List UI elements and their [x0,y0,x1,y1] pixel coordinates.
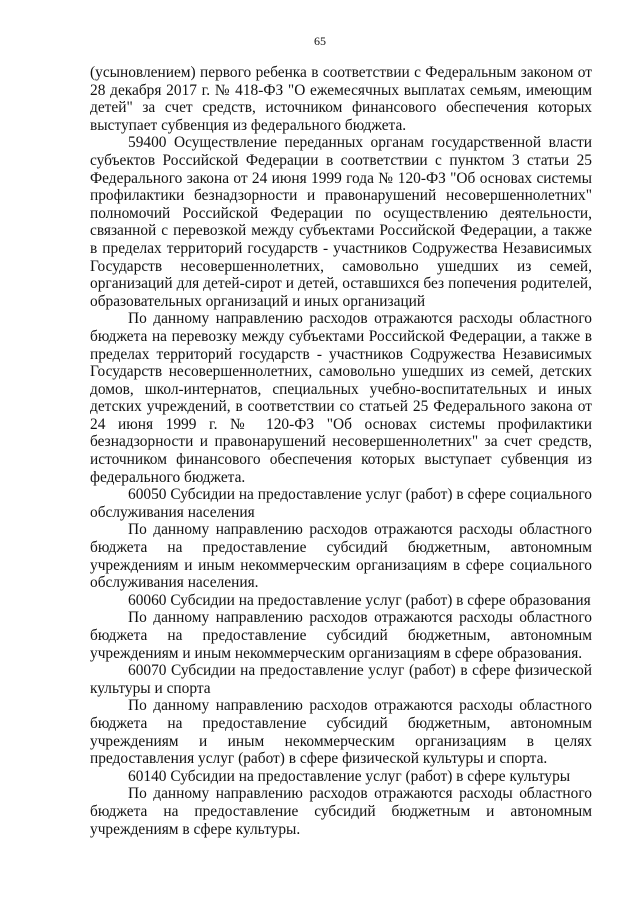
section-heading-60070: 60070 Субсидии на предоставление услуг (работ) в сфере физической культуры и спорта [90,662,592,697]
paragraph-59400-description: По данному направлению расходов отражаются расходы областного бюджета на перевозку между субъектами Российской Федерации, а также в пределах территорий государств - участников Содружества Независимых Государств несовершеннолетних, самовольно ушедших из семей, детских домов, школ-интернатов, специальных учебно-воспитательных и иных детских учреждений, в соответствии со статьей 25 Федерального закона от 24 июня 1999 г. № 120-ФЗ "Об основах системы профилактики безнадзорности и правонарушений несовершеннолетних" за счет средств, источником финансового обеспечения которых выступает субвенция из федерального бюджета. [90,310,592,486]
section-heading-59400: 59400 Осуществление переданных органам государственной власти субъектов Российской Федерации в соответствии с пунктом 3 статьи 25 Федерального закона от 24 июня 1999 года № 120-ФЗ "Об основах системы профилактики безнадзорности и правонарушений несовершеннолетних" полномочий Российской Федерации по осуществлению деятельности, связанной с перевозкой между субъектами Российской Федерации, а также в пределах территорий государств - участников Содружества Независимых Государств несовершеннолетних, самовольно ушедших из семей, организаций для детей-сирот и детей, оставшихся без попечения родителей, образовательных организаций и иных организаций [90,134,592,310]
section-heading-60050: 60050 Субсидии на предоставление услуг (работ) в сфере социального обслуживания населения [90,486,592,521]
paragraph-continuation: (усыновлением) первого ребенка в соответствии с Федеральным законом от 28 декабря 2017 г. № 418-ФЗ "О ежемесячных выплатах семьям, имеющим детей" за счет средств, источником финансового обеспечения которых выступает субвенция из федерального бюджета. [90,64,592,134]
document-body [90,64,592,838]
paragraph-60070-description: По данному направлению расходов отражаются расходы областного бюджета на предоставление субсидий бюджетным, автономным учреждениям и иным некоммерческим организациям в целях предоставления услуг (работ) в сфере физической культуры и спорта. [90,697,592,768]
paragraph-60050-description: По данному направлению расходов отражаются расходы областного бюджета на предоставление субсидий бюджетным, автономным учреждениям и иным некоммерческим организациям в сфере социального обслуживания населения. [90,521,592,592]
paragraph-60060-description: По данному направлению расходов отражаются расходы областного бюджета на предоставление субсидий бюджетным, автономным учреждениям и иным некоммерческим организациям в сфере образования. [90,609,592,662]
section-heading-60060: 60060 Субсидии на предоставление услуг (работ) в сфере образования [128,591,591,609]
section-heading-60140: 60140 Субсидии на предоставление услуг (работ) в сфере культуры [128,767,571,785]
page-number: 65 [314,34,326,48]
paragraph-60140-description: По данному направлению расходов отражаются расходы областного бюджета на предоставление субсидий бюджетным и автономным учреждениям в сфере культуры. [90,785,592,838]
